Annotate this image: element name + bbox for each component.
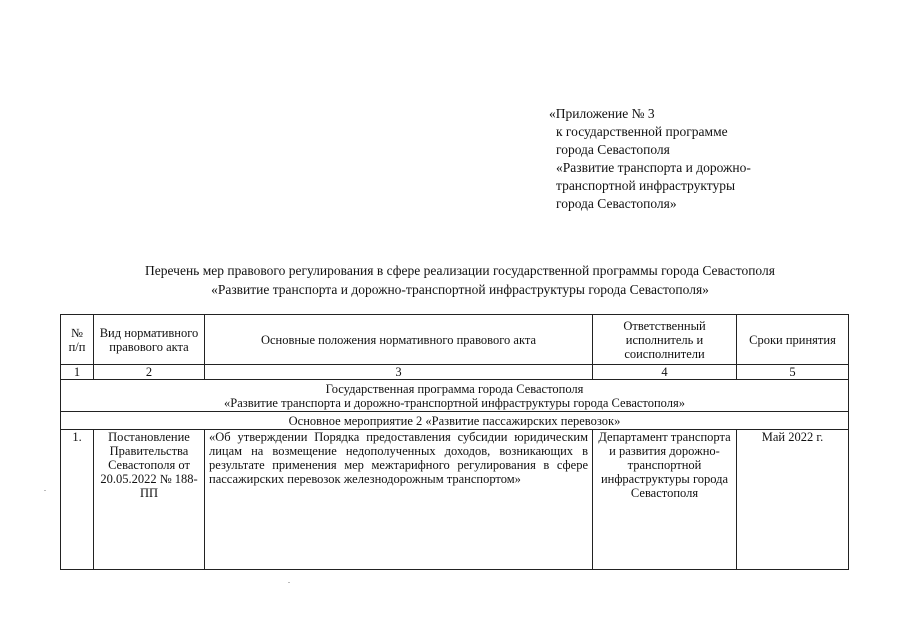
column-number: 5 xyxy=(737,365,849,380)
appendix-line: «Развитие транспорта и дорожно- xyxy=(556,160,751,175)
regulation-table xyxy=(60,314,849,570)
row-executor: Департамент транспорта и развития дорожно-транспортной инфраструктуры города Севастополя xyxy=(593,430,737,570)
row-provisions: «Об утверждении Порядка предоставления субсидии юридическим лицам на возмещение недополученных доходов, возникающих в результате применения мер межтарифного регулирования в сфере пассажирских перевозок железнодорожным транспортом» xyxy=(205,430,593,570)
appendix-line: «Приложение № 3 xyxy=(549,106,655,121)
column-number: 2 xyxy=(94,365,205,380)
header-provisions: Основные положения нормативного правового акта xyxy=(205,315,593,365)
table-row xyxy=(61,430,849,570)
scan-speck xyxy=(44,490,46,491)
program-title-line-1: Государственная программа города Севастополя xyxy=(325,381,584,396)
column-number-row xyxy=(61,365,849,380)
program-title-cell xyxy=(61,380,849,412)
appendix-block xyxy=(549,105,751,213)
appendix-line: к государственной программе xyxy=(556,124,728,139)
appendix-line: города Севастополя xyxy=(556,142,670,157)
header-number: № п/п xyxy=(61,315,94,365)
column-number: 3 xyxy=(205,365,593,380)
program-title-line-2: «Развитие транспорта и дорожно-транспортной инфраструктуры города Севастополя» xyxy=(224,395,685,410)
header-term: Сроки принятия xyxy=(737,315,849,365)
document-title xyxy=(60,261,860,299)
measure-row xyxy=(61,412,849,430)
appendix-line: города Севастополя» xyxy=(556,196,677,211)
column-number: 1 xyxy=(61,365,94,380)
row-term: Май 2022 г. xyxy=(737,430,849,570)
program-row xyxy=(61,380,849,412)
scan-speck xyxy=(288,582,290,583)
row-number: 1. xyxy=(61,430,94,570)
table-header-row xyxy=(61,315,849,365)
row-act-type: Постановление Правительства Севастополя от 20.05.2022 № 188-ПП xyxy=(94,430,205,570)
appendix-line: транспортной инфраструктуры xyxy=(556,178,736,193)
title-line-2: «Развитие транспорта и дорожно-транспортной инфраструктуры города Севастополя» xyxy=(211,282,709,297)
column-number: 4 xyxy=(593,365,737,380)
header-act-type: Вид нормативного правового акта xyxy=(94,315,205,365)
header-executor: Ответственный исполнитель и соисполнители xyxy=(593,315,737,365)
title-line-1: Перечень мер правового регулирования в сфере реализации государственной программы города Севастополя xyxy=(145,263,775,278)
measure-title: Основное мероприятие 2 «Развитие пассажирских перевозок» xyxy=(61,412,849,430)
